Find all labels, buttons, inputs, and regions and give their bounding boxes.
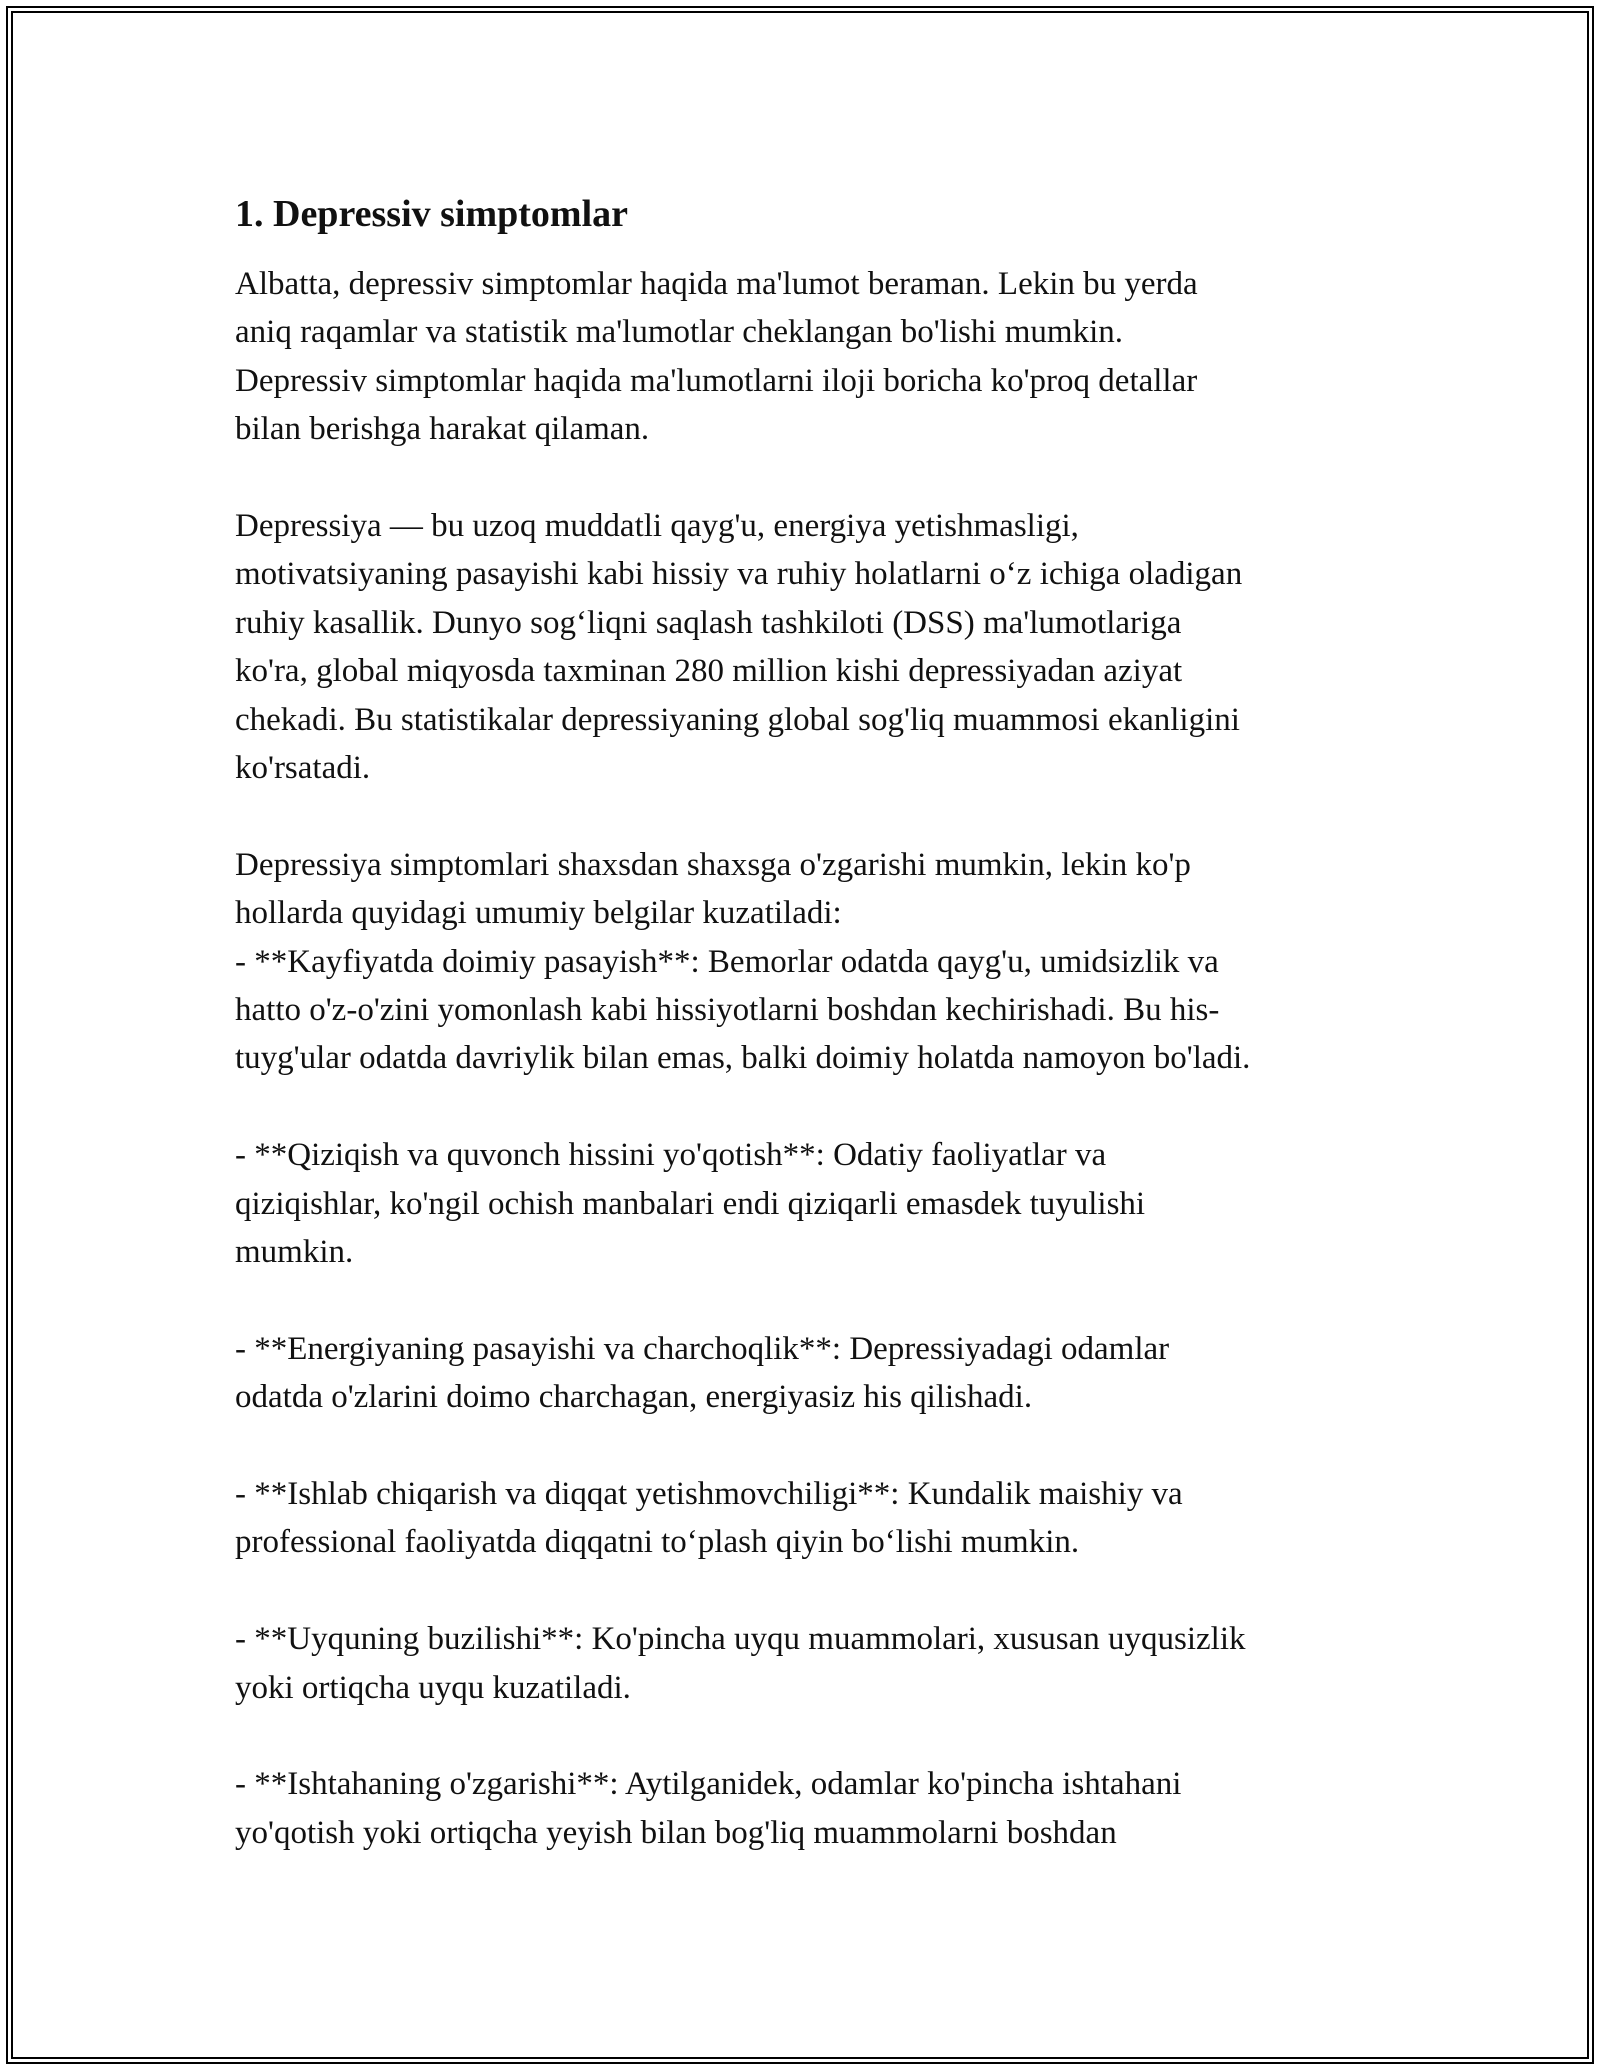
text-line: Albatta, depressiv simptomlar haqida ma'lumot beraman. Lekin bu yerda xyxy=(235,266,1198,302)
paragraph-interest xyxy=(235,1131,1375,1276)
text-line: - **Qiziqish va quvonch hissini yo'qotish**: Odatiy faoliyatlar va xyxy=(235,1137,1107,1174)
text-line: yo'qotish yoki ortiqcha yeyish bilan bog'liq muammolarni boshdan xyxy=(235,1814,1117,1851)
text-line: aniq raqamlar va statistik ma'lumotlar cheklangan bo'lishi mumkin. xyxy=(235,314,1124,351)
section-heading: 1. Depressiv simptomlar xyxy=(235,193,628,235)
text-line: Depressiya — bu uzoq muddatli qayg'u, energiya yetishmasligi, xyxy=(235,508,1079,545)
text-line: ko'ra, global miqyosda taxminan 280 million kishi depressiyadan aziyat xyxy=(235,653,1183,690)
paragraph-sleep xyxy=(235,1615,1375,1712)
text-line: hatto o'z-o'zini yomonlash kabi hissiyotlarni boshdan kechirishadi. Bu his- xyxy=(235,992,1220,1029)
paragraph-energy xyxy=(235,1325,1375,1422)
text-line: tuyg'ular odatda davriylik bilan emas, balki doimiy holatda namoyon bo'ladi. xyxy=(235,1040,1251,1077)
text-line: Depressiv simptomlar haqida ma'lumotlarni iloji boricha ko'proq detallar xyxy=(235,362,1198,399)
paragraph-symptoms-mood xyxy=(235,841,1375,1083)
text-line: mumkin. xyxy=(235,1234,354,1271)
text-line: - **Kayfiyatda doimiy pasayish**: Bemorlar odatda qayg'u, umidsizlik va xyxy=(235,943,1219,980)
text-line: motivatsiyaning pasayishi kabi hissiy va ruhiy holatlarni o‘z ichiga oladigan xyxy=(235,556,1243,593)
text-line: bilan berishga harakat qilaman. xyxy=(235,411,650,448)
text-line: yoki ortiqcha uyqu kuzatiladi. xyxy=(235,1669,631,1706)
text-line: - **Ishtahaning o'zgarishi**: Aytilganidek, odamlar ko'pincha ishtahani xyxy=(235,1766,1182,1803)
text-line: chekadi. Bu statistikalar depressiyaning global sog'liq muammosi ekanligini xyxy=(235,701,1240,738)
text-line: Depressiya simptomlari shaxsdan shaxsga o'zgarishi mumkin, lekin ko'p xyxy=(235,846,1191,883)
paragraph-intro xyxy=(235,260,1375,454)
text-line: - **Energiyaning pasayishi va charchoqlik**: Depressiyadagi odamlar xyxy=(235,1330,1170,1367)
text-line: - **Uyquning buzilishi**: Ko'pincha uyqu muammolari, xususan uyqusizlik xyxy=(235,1621,1246,1658)
paragraph-focus xyxy=(235,1470,1375,1567)
text-line: ruhiy kasallik. Dunyo sog‘liqni saqlash tashkiloti (DSS) ma'lumotlariga xyxy=(235,604,1182,641)
text-line: odatda o'zlarini doimo charchagan, energiyasiz his qilishadi. xyxy=(235,1379,1033,1416)
text-line: hollarda quyidagi umumiy belgilar kuzatiladi: xyxy=(235,895,842,932)
text-line: - **Ishlab chiqarish va diqqat yetishmovchiligi**: Kundalik maishiy va xyxy=(235,1476,1183,1513)
document-body xyxy=(235,190,1375,1857)
text-line: qiziqishlar, ko'ngil ochish manbalari endi qiziqarli emasdek tuyulishi xyxy=(235,1185,1146,1222)
text-line: ko'rsatadi. xyxy=(235,750,371,787)
paragraph-appetite xyxy=(235,1760,1375,1857)
paragraph-definition xyxy=(235,502,1375,792)
text-line: professional faoliyatda diqqatni to‘plash qiyin bo‘lishi mumkin. xyxy=(235,1524,1080,1561)
